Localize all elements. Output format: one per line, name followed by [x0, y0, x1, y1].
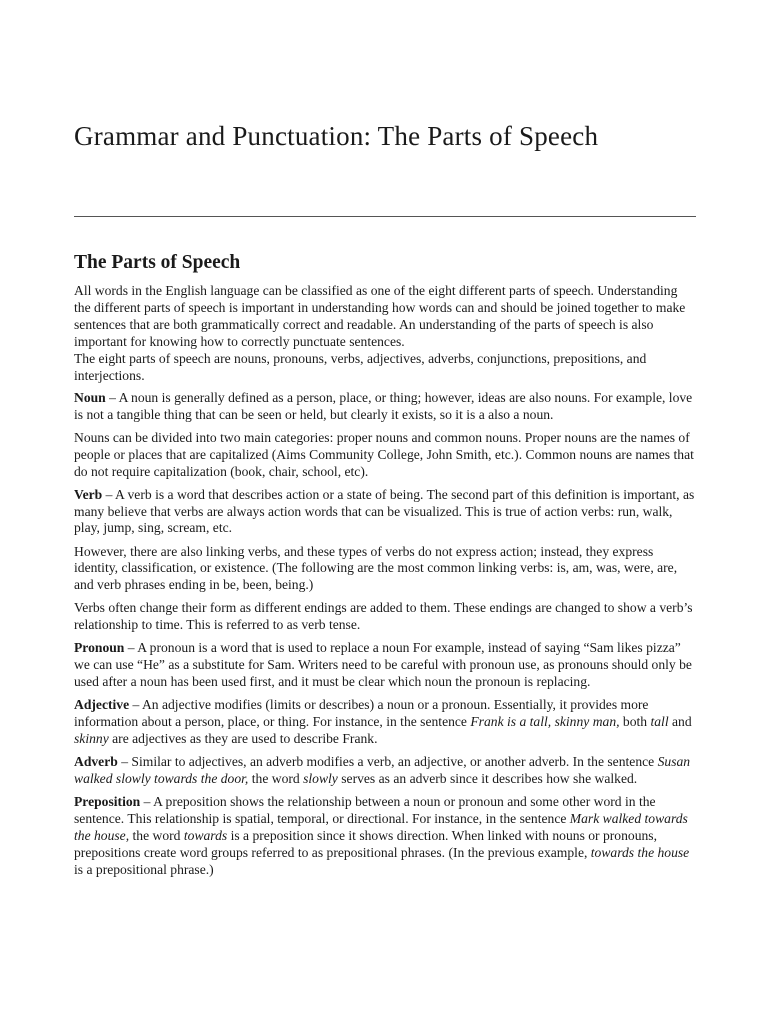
noun-term: Noun — [74, 389, 106, 405]
horizontal-divider — [74, 216, 696, 217]
adverb-paragraph: Adverb – Similar to adjectives, an adverb modifies a verb, an adjective, or another adverb. In the sentence Susan walked slowly towards the door, the word slowly serves as an adverb since it describes how she walked. — [74, 754, 691, 787]
intro-paragraph: All words in the English language can be classified as one of the eight different parts of speech. Understanding the different parts of speech is important in understanding how words can and should be joined together to make sentences that are both grammatically correct and readable. An understanding of the parts of speech is also important for knowing how to correctly punctuate sentences. The eight parts of speech are nouns, pronouns, verbs, adjectives, adverbs, conjunctions, prepositions, and interjections. — [74, 283, 686, 383]
pronoun-paragraph: Pronoun – A pronoun is a word that is used to replace a noun For example, instead of saying “Sam likes pizza” we can use “He” as a substitute for Sam. Writers need to be careful with pronoun use, as pronouns should only be used after a noun has been used first, and it must be clear which noun the pronoun is replacing. — [74, 640, 692, 690]
verb-term: Verb — [74, 486, 103, 502]
page-title: Grammar and Punctuation: The Parts of Speech — [74, 121, 599, 151]
verb-paragraph-2: However, there are also linking verbs, and these types of verbs do not express action; instead, they express identity, classification, or existence. (The following are the most common linking verbs: is, am, was, were, are, and verb phrases ending in be, been, being.) — [74, 543, 678, 593]
document-body — [74, 283, 696, 885]
section-heading: The Parts of Speech — [74, 252, 241, 273]
verb-paragraph-3: Verbs often change their form as different endings are added to them. These endings are changed to show a verb’s relationship to time. This is referred to as verb tense. — [74, 600, 693, 633]
adverb-term: Adverb — [74, 754, 118, 770]
adjective-term: Adjective — [74, 697, 130, 713]
preposition-term: Preposition — [74, 794, 141, 810]
pronoun-term: Pronoun — [74, 640, 125, 656]
preposition-paragraph: Preposition – A preposition shows the relationship between a noun or pronoun and some other word in the sentence. This relationship is spatial, temporal, or directional. For instance, in the sentence Mark walked towards the house, the word towards is a preposition since it shows direction. When linked with nouns or pronouns, prepositions create word groups referred to as prepositional phrases. (In the previous example, towards the house is a prepositional phrase.) — [74, 794, 690, 877]
noun-paragraph: Noun – A noun is generally defined as a person, place, or thing; however, ideas are also nouns. For example, love is not a tangible thing that can be seen or held, but clearly it exists, so it is a also a noun. — [74, 389, 693, 422]
adjective-paragraph: Adjective – An adjective modifies (limits or describes) a noun or a pronoun. Essentially, it provides more information about a person, place, or thing. For instance, in the sentence Frank is a tall, skinny man, both tall and skinny are adjectives as they are used to describe Frank. — [74, 697, 692, 747]
noun-paragraph-2: Nouns can be divided into two main categories: proper nouns and common nouns. Proper nouns are the names of people or places that are capitalized (Aims Community College, John Smith, etc.). Common nouns are names that do not require capitalization (book, chair, school, etc). — [74, 429, 694, 479]
verb-paragraph: Verb – A verb is a word that describes action or a state of being. The second part of this definition is important, as many believe that verbs are always action words that can be visualized. This is true of action verbs: run, walk, play, jump, sing, scream, etc. — [74, 486, 695, 536]
